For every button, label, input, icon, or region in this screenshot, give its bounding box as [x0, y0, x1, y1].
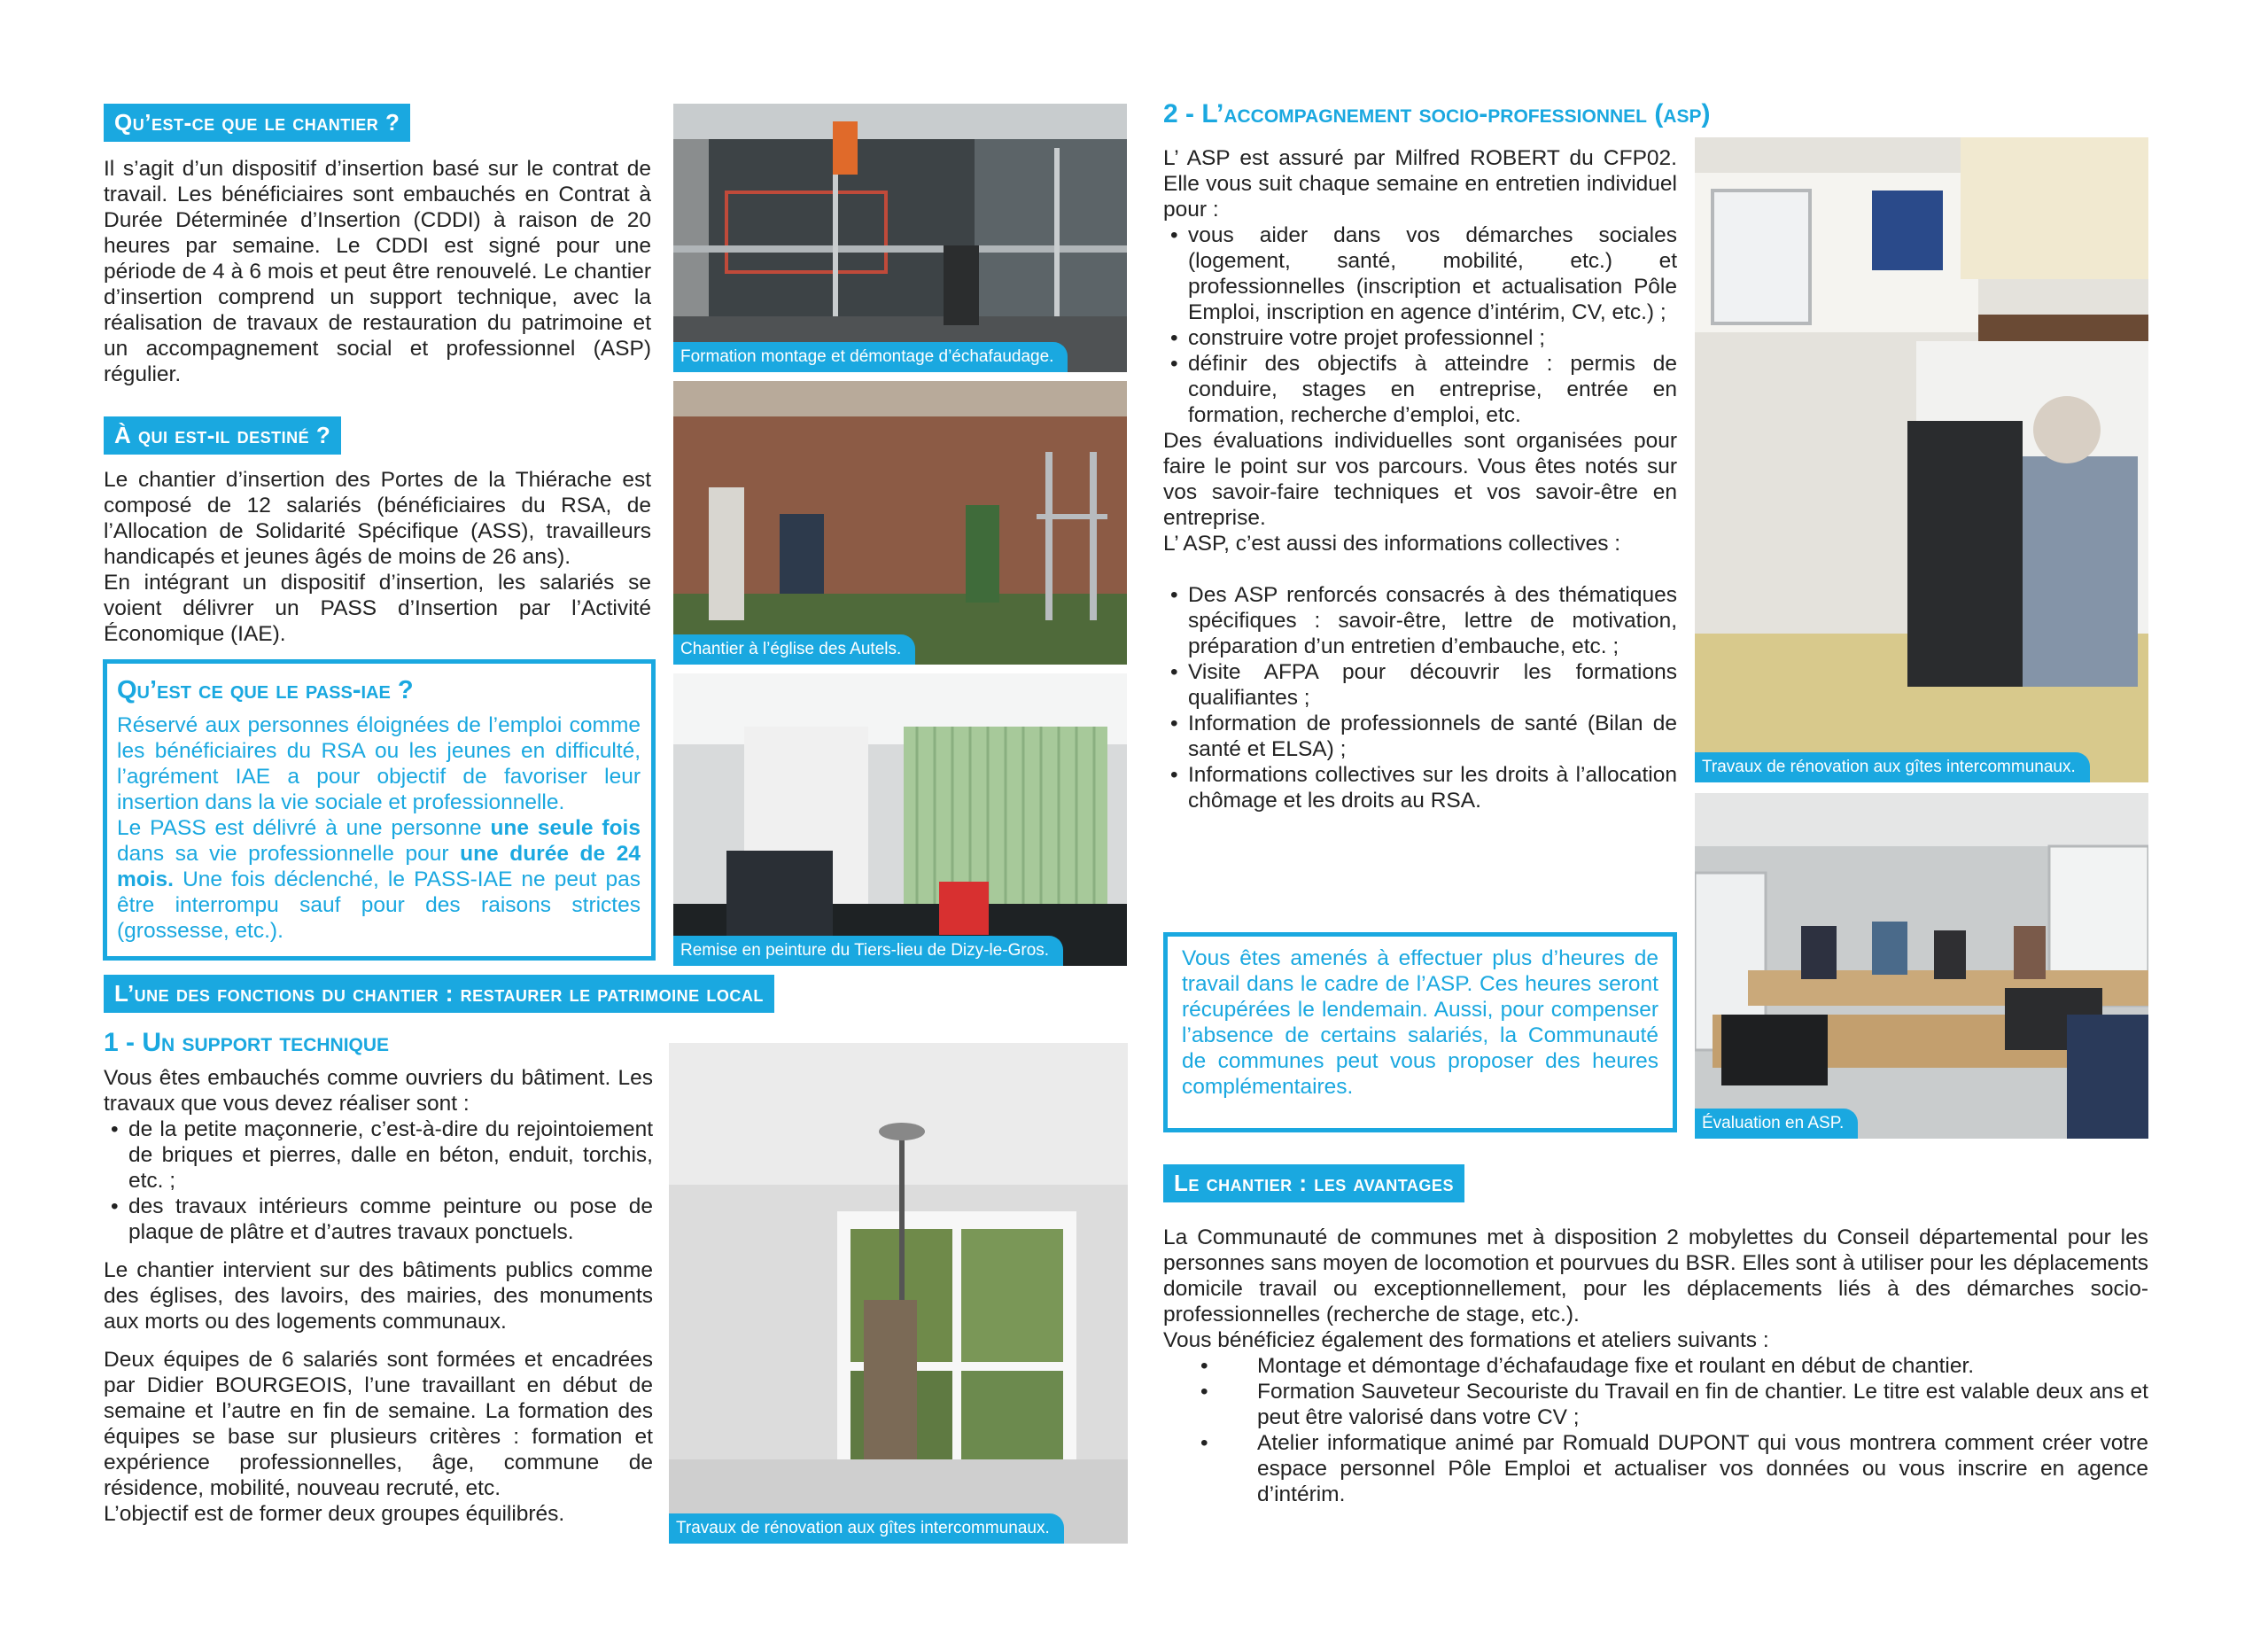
pass-bold-once: une seule fois	[490, 816, 641, 840]
support-text	[104, 1065, 653, 1527]
photo-scaffolding	[673, 104, 1127, 372]
asp-item-3: • définir des objectifs à atteindre : permis de conduire, stages en entreprise, entrée en formation, recherche d’emploi, etc.	[1163, 351, 1677, 428]
avantages-text	[1163, 1225, 2148, 1507]
support-item-2: • des travaux intérieurs comme peinture ou pose de plaque de plâtre et d’autres travaux ponctuels.	[104, 1194, 653, 1245]
fonctions-heading: L’une des fonctions du chantier : restaurer le patrimoine local	[104, 975, 774, 1013]
asp-heading: 2 - L’accompagnement socio-professionnel (asp)	[1163, 99, 1711, 128]
pass-text-c: dans sa vie professionnelle pour	[117, 842, 461, 866]
asp-item-2: • construire votre projet professionnel ;	[1163, 325, 1677, 351]
asp-item2-1: • Des ASP renforcés consacrés à des thématiques spécifiques : savoir-être, lettre de motivation, préparation d’un entretien d’embauche, etc. ;	[1163, 582, 1677, 659]
photo-renovation-gites	[1695, 137, 2148, 782]
support-list	[104, 1116, 653, 1245]
asp-intro: L’ ASP est assuré par Milfred ROBERT du CFP02. Elle vous suit chaque semaine en entretien individuel pour :	[1163, 146, 1677, 222]
chantier-paragraph: Il s’agit d’un dispositif d’insertion basé sur le contrat de travail. Les bénéficiaires sont embauchés en Contrat à Durée Déterminée d’Insertion (CDDI) à raison de 20 heures par semaine. Le CDDI est signé pour une période de 4 à 6 mois et peut être renouvelé. Le chantier d’insertion comprend un support technique, avec la réalisation de travaux de restauration du patrimoine et un accompagnement social et professionnel (ASP) régulier.	[104, 157, 651, 386]
pass-text-e: Une fois déclenché, le PASS-IAE ne peut pas être interrompu sauf pour des raisons strictes (grossesse, etc.).	[117, 867, 641, 943]
caption-renovation-ceiling: Travaux de rénovation aux gîtes intercommunaux.	[669, 1513, 1064, 1544]
pass-iae-paragraph-1: Réservé aux personnes éloignées de l’emploi comme les bénéficiaires du RSA ou les jeunes en difficulté, l’agrément IAE a pour objectif de favoriser leur insertion dans la vie sociale et professionnelle.	[117, 713, 641, 814]
pass-text-a: Le PASS est délivré à une personne	[117, 816, 491, 840]
photo-radiator	[673, 673, 1127, 966]
asp-paragraph-3: L’ ASP, c’est aussi des informations collectives :	[1163, 532, 1621, 556]
chantier-heading: Qu’est-ce que le chantier ?	[104, 104, 410, 142]
avantages-paragraph-2: Vous bénéficiez également des formations et ateliers suivants :	[1163, 1328, 1769, 1352]
chantier-text	[104, 156, 651, 387]
ceiling-image	[669, 1043, 1128, 1544]
asp-item2-4: • Informations collectives sur les droits à l’allocation chômage et les droits au RSA.	[1163, 762, 1677, 813]
avantages-paragraph-1: La Communauté de communes met à disposition 2 mobylettes du Conseil départemental pour les personnes sans moyen de locomotion et pourvues du BSR. Elles sont à utiliser pour les déplacements domicile travail ou exceptionnellement, pour les déplacements liés à des démarches socio-professionnelles (recherche de stage, etc.).	[1163, 1225, 2148, 1326]
caption-church: Chantier à l’église des Autels.	[673, 634, 915, 665]
destine-paragraph-2: En intégrant un dispositif d’insertion, les salariés se voient délivrer un PASS d’Insertion par l’Activité Économique (IAE).	[104, 571, 651, 646]
heures-text: Vous êtes amenés à effectuer plus d’heures de travail dans le cadre de l’ASP. Ces heures seront récupérées le lendemain. Aussi, pour compenser l’absence de certains salariés, la Communauté de communes peut vous proposer des heures complémentaires.	[1182, 946, 1658, 1099]
destine-heading: À qui est-il destiné ?	[104, 416, 341, 455]
avantages-list	[1163, 1353, 2148, 1507]
asp-paragraph-2: Des évaluations individuelles sont organisées pour faire le point sur vos parcours. Vous êtes notés sur vos savoir-faire techniques et vos savoir-être en entreprise.	[1163, 429, 1677, 530]
support-intro: Vous êtes embauchés comme ouvriers du bâtiment. Les travaux que vous devez réaliser sont :	[104, 1066, 653, 1116]
avantages-item-2: • Formation Sauveteur Secouriste du Travail en fin de chantier. Le titre est valable deux ans et peut être valorisé dans votre CV ;	[1163, 1379, 2148, 1430]
avantages-heading: Le chantier : les avantages	[1163, 1164, 1464, 1202]
radiator-image	[673, 673, 1127, 966]
pass-bold-duration: une durée de 24 mois.	[117, 842, 641, 891]
scaffolding-image	[673, 104, 1127, 372]
avantages-item-3: • Atelier informatique animé par Romuald DUPONT qui vous montrera comment créer votre espace personnel Pôle Emploi et actualiser vos données ou vous inscrire en agence d’intérim.	[1163, 1430, 2148, 1507]
photo-church	[673, 381, 1127, 665]
photo-renovation-ceiling	[669, 1043, 1128, 1544]
asp-item2-2: • Visite AFPA pour découvrir les formations qualifiantes ;	[1163, 659, 1677, 711]
asp-list	[1163, 222, 1677, 428]
caption-radiator: Remise en peinture du Tiers-lieu de Dizy-le-Gros.	[673, 936, 1063, 966]
gites-image	[1695, 137, 2148, 782]
church-image	[673, 381, 1127, 665]
caption-evaluation: Évaluation en ASP.	[1695, 1109, 1858, 1139]
pass-iae-title: Qu’est ce que le pass-iae ?	[117, 676, 414, 704]
heures-box	[1163, 932, 1677, 1132]
evaluation-image	[1695, 793, 2148, 1139]
caption-renovation-gites: Travaux de rénovation aux gîtes intercommunaux.	[1695, 752, 2090, 782]
asp-item-1: • vous aider dans vos démarches sociales (logement, santé, mobilité, etc.) et professionnelles (inscription et actualisation Pôle Emploi, inscription en agence d’intérim, CV, etc.) ;	[1163, 222, 1677, 325]
asp-list-2	[1163, 582, 1677, 813]
pass-iae-box	[103, 659, 656, 961]
support-item-1: • de la petite maçonnerie, c’est-à-dire du rejointoiement de briques et pierres, dalle en béton, enduit, torchis, etc. ;	[104, 1116, 653, 1194]
avantages-item-1: • Montage et démontage d’échafaudage fixe et roulant en début de chantier.	[1163, 1353, 2148, 1379]
support-heading: 1 - Un support technique	[104, 1028, 390, 1057]
support-paragraph-4: L’objectif est de former deux groupes équilibrés.	[104, 1502, 565, 1526]
asp-item2-3: • Information de professionnels de santé (Bilan de santé et ELSA) ;	[1163, 711, 1677, 762]
caption-scaffolding: Formation montage et démontage d’échafaudage.	[673, 342, 1068, 372]
support-paragraph-2: Le chantier intervient sur des bâtiments publics comme des églises, des lavoirs, des mairies, des monuments aux morts ou des logements communaux.	[104, 1258, 653, 1334]
destine-text	[104, 467, 651, 647]
support-paragraph-3: Deux équipes de 6 salariés sont formées et encadrées par Didier BOURGEOIS, l’une travaillant en début de semaine et l’autre en fin de semaine. La formation des équipes se base sur plusieurs critères : formation et expérience professionnelles, âge, commune de résidence, mobilité, nouveau recruté, etc.	[104, 1348, 653, 1500]
photo-evaluation	[1695, 793, 2148, 1139]
destine-paragraph-1: Le chantier d’insertion des Portes de la Thiérache est composé de 12 salariés (bénéficiaires du RSA, de l’Allocation de Solidarité Spécifique (ASS), travailleurs handicapés et jeunes âgés de moins de 26 ans).	[104, 468, 651, 569]
asp-text	[1163, 145, 1677, 813]
pass-iae-text	[117, 712, 641, 944]
pass-iae-paragraph-2	[117, 815, 641, 944]
